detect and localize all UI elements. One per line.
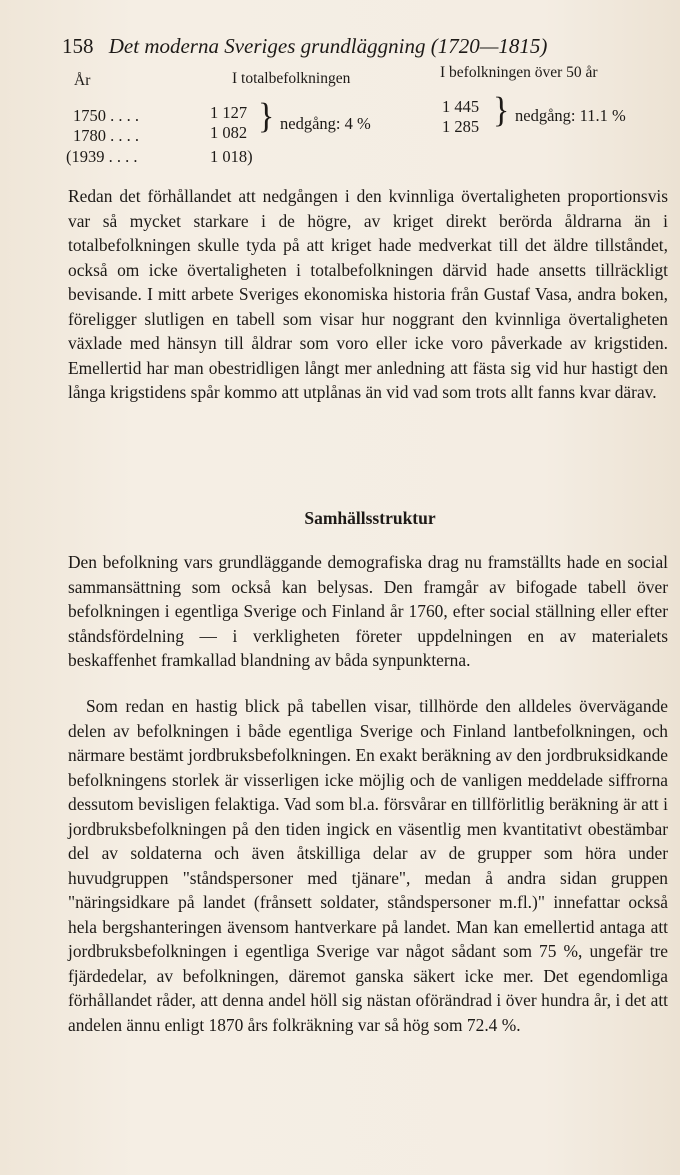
sex-ratio-table xyxy=(0,0,680,180)
table-row-over50: 1 445 xyxy=(442,97,480,116)
table-row-over50: 1 285 xyxy=(442,117,480,136)
table-row-year: 1750 . . . . xyxy=(73,106,139,125)
paragraph-1 xyxy=(68,184,668,405)
table-row-total: 1 082 xyxy=(210,123,248,142)
brace-over50: } xyxy=(493,91,510,130)
decline-total: nedgång: 4 % xyxy=(280,114,371,133)
paragraph-text: Som redan en hastig blick på tabellen visar, tillhörde den alldeles övervägande delen av befolkningen i både egentliga Sverige och Finland lantbefolkningen, och närmare bestämt jordbruksbefolkningen. En exakt beräkning av den jordbruksidkande befolkningens storlek är visserligen icke möjlig och de vanligen meddelade siffrorna dessutom bevisligen felaktiga. Vad som bl.a. försvårar en tillförlitlig beräkning är att i jordbruksbefolkningen på den tiden ingick en väsentlig men kvantitativt obestämbar del av soldaterna och även åtskilliga delar av de grupper som höra under huvudgruppen "ståndspersoner med tjänare", medan å andra sidan gruppen "näringsidkare på landet (frånsett soldater, ståndspersoner m.fl.)" innefattar också hela bergshanteringen ävensom hantverkare på landet. Man kan emellertid antaga att jordbruksbefolkningen i egentliga Sverige var något sådant som 75 %, ungefär tre fjärdedelar, av befolkningen, däremot ganska säkert icke mer. Det egendomliga förhållandet råder, att denna andel höll sig nästan oförändrad i över hundra år, i det att andelen ännu enligt 1870 års folkräkning var så hög som 72.4 %. xyxy=(68,696,668,1035)
paragraph-text: Redan det förhållandet att nedgången i den kvinnliga övertaligheten proportionsvis var så mycket starkare i de högre, av kriget direkt berörda åldrarna än i totalbefolkningen skulle tyda på att kriget hade medverkat till det äldre tillståndet, också om icke övertaligheten i totalbefolkningen därvid hade ansetts tillräckligt bevisande. I mitt arbete Sveriges ekonomiska historia från Gustaf Vasa, andra boken, föreligger slutligen en tabell som visar hur noggrant den kvinnliga övertaligheten växlade med hänsyn till åldrar som voro eller icke voro påverkade av krigstiden. Emellertid har man obestridligen långt mer anledning att fästa sig vid hur hastigt den långa krigstidens spår kommo att utplånas än vid vad som trots allt fanns kvar därav. xyxy=(68,186,668,402)
table-header-over50: I befolkningen över 50 år xyxy=(440,64,598,81)
decline-over50: nedgång: 11.1 % xyxy=(515,106,626,125)
table-header-total: I totalbefolkningen xyxy=(232,70,351,87)
section-heading: Samhällsstruktur xyxy=(304,508,436,528)
table-row-total: 1 127 xyxy=(210,103,248,122)
chapter-title: Det moderna Sveriges grundläggning (1720—1815) xyxy=(108,34,548,58)
paragraph-2 xyxy=(68,550,668,673)
table-header-year: År xyxy=(74,72,91,89)
page-number: 158 xyxy=(62,34,94,58)
table-row-year: (1939 . . . . xyxy=(66,147,138,166)
table-row-total: 1 018) xyxy=(210,147,253,166)
paragraph-3 xyxy=(68,694,668,1037)
table-row-year: 1780 . . . . xyxy=(73,126,139,145)
paragraph-text: Den befolkning vars grundläggande demografiska drag nu framställts hade en social sammansättning som också kan belysas. Den framgår av bifogade tabell över befolkningen i egentliga Sverige och Finland år 1760, efter social ställning eller efter ståndsfördelning — i verkligheten företer uppdelningen en av materialets beskaffenhet framkallad blandning av båda synpunkterna. xyxy=(68,552,668,670)
brace-total: } xyxy=(258,97,275,136)
